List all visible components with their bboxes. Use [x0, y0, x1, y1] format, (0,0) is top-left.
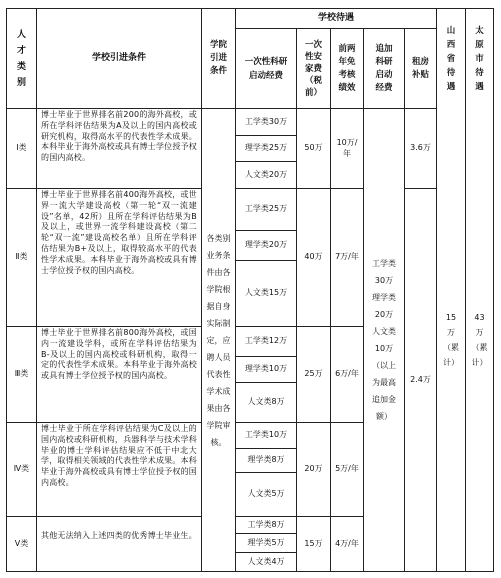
border-right: [493, 8, 494, 572]
category-label: Ⅲ类: [14, 369, 29, 379]
research-item: 工学类25万: [244, 204, 288, 214]
header-settling-cell: [297, 29, 330, 108]
rent-value: 2.4万: [410, 374, 431, 384]
header-research-cell: [236, 29, 296, 108]
research-item: 理学类20万: [244, 240, 288, 250]
research-item: 理学类25万: [244, 143, 288, 153]
conditions-text: 博士毕业于世界排名前400海外高校，或世界一流大学建设高校（第一轮“双一流建设”名单，42所）且所在学科评估结果为B及以上，或世界一流学科建设高校（第二轮“双一流”建设高校名单）且所在学科评估结果为B+及以上，取得较高水平的代表性学术成果。本科毕业于海外高校或具有博士学位授予权的国内高校。: [41, 190, 197, 275]
exempt-value: 7万/年: [335, 252, 359, 262]
research-item: 人文类5万: [247, 489, 285, 499]
header-conditions: 学校引进条件: [91, 53, 146, 64]
research-item: 人文类8万: [247, 397, 285, 407]
conditions-text: 其他无法纳入上述四类的优秀博士毕业生。: [41, 531, 197, 540]
research-item: 人文类20万: [244, 169, 288, 179]
shanxi-text-cell: [437, 109, 465, 571]
rent-value: 3.6万: [410, 143, 431, 153]
settling-value: 20万: [304, 464, 323, 474]
header-talent-category: 人才类别: [16, 29, 26, 88]
exempt-value-cell: [331, 327, 363, 422]
exempt-value: 6万/年: [335, 369, 359, 379]
settling-value: 15万: [304, 538, 323, 548]
exempt-value: 10万/年: [336, 137, 358, 158]
research-item: 工学类12万: [244, 336, 288, 346]
header-shanxi-cell: [437, 9, 465, 108]
conditions-text: 博士毕业于世界排名前200的海外高校，或所在学科评估结果为A及以上的国内高校或研究机构，取得高水平的代表性学术成果。本科毕业于海外高校或具有博士学位授予权的国内高校。: [41, 110, 197, 163]
header-college-conditions: 学院引进条件: [209, 40, 227, 76]
border-bottom: [6, 571, 493, 572]
category-label: Ⅳ类: [13, 464, 30, 474]
header-college-conditions-cell: [202, 9, 235, 108]
taiyuan-text: 43万（累计）: [471, 313, 488, 367]
header-rent-cell: [405, 29, 436, 108]
conditions-text: 博士毕业于世界排名前800海外高校，或国内一流建设学科，或所在学科评估结果为B-及以上的国内高校或科研机构，取得一定的代表性学术成果。本科毕业于海外高校或具有博士学位授予权的国内高校。: [41, 328, 197, 381]
rent-value-2-cell: [405, 189, 436, 571]
settling-value: 50万: [304, 143, 323, 153]
header-research-startup: 一次性科研启动经费: [244, 56, 288, 81]
header-taiyuan: 太原市待遇: [475, 25, 484, 92]
header-rent-subsidy: 租房补贴: [411, 56, 429, 80]
header-settling-fee: 一次性安家费（税前）: [304, 39, 322, 98]
exempt-value-cell: [331, 423, 363, 516]
header-additional-funding: 追加科研启动经费: [375, 43, 393, 93]
college-text: 各类别业务条件由各学院根据自身实际制定，应聘人员代表性学术成果由各学院审核。: [206, 233, 231, 447]
research-item: 理学类5万: [247, 537, 285, 547]
category-label: Ⅴ类: [14, 538, 29, 548]
rent-value-1-cell: [405, 109, 436, 188]
research-item: 工学类10万: [244, 430, 288, 440]
additional-text-cell: [364, 109, 404, 571]
header-shanxi: 山西省待遇: [446, 25, 456, 92]
research-item: 工学类8万: [247, 519, 285, 529]
exempt-value: 5万/年: [335, 464, 359, 474]
research-item: 人文类15万: [244, 288, 288, 298]
research-item: 工学类30万: [244, 116, 288, 126]
header-exempt-assessment: 前两年免考核绩效: [338, 43, 356, 93]
research-item: 人文类4万: [247, 556, 285, 566]
settling-value: 25万: [304, 369, 323, 379]
exempt-value-cell: [331, 189, 363, 326]
exempt-value: 4万/年: [335, 538, 359, 548]
category-label: Ⅰ类: [16, 143, 27, 153]
category-label: Ⅱ类: [15, 252, 28, 262]
exempt-value-cell: [331, 109, 363, 188]
settling-value: 40万: [304, 252, 323, 262]
header-exempt-cell: [331, 29, 363, 108]
taiyuan-text-cell: [466, 109, 493, 571]
conditions-text: 博士毕业于所在学科评估结果为C及以上的国内高校或科研机构，兵器科学与技术学科毕业的博士学科评估结果应不低于中北大学，取得相关领域的代表性学术成果。本科毕业于海外高校或具有博士学位授予权的国内高校。: [41, 424, 197, 487]
header-talent-category-cell: [7, 9, 36, 108]
college-text-cell: [202, 109, 235, 571]
additional-text: 工学类30万理学类20万人文类10万（以上为最高追加金额）: [372, 259, 396, 421]
research-item: 理学类10万: [244, 364, 288, 374]
exempt-value-cell: [331, 517, 363, 571]
header-treatment: 学校待遇: [317, 13, 354, 24]
header-additional-cell: [364, 29, 404, 108]
shanxi-text: 15万（累计）: [443, 313, 459, 367]
research-item: 理学类8万: [247, 455, 285, 465]
header-taiyuan-cell: [466, 9, 493, 108]
